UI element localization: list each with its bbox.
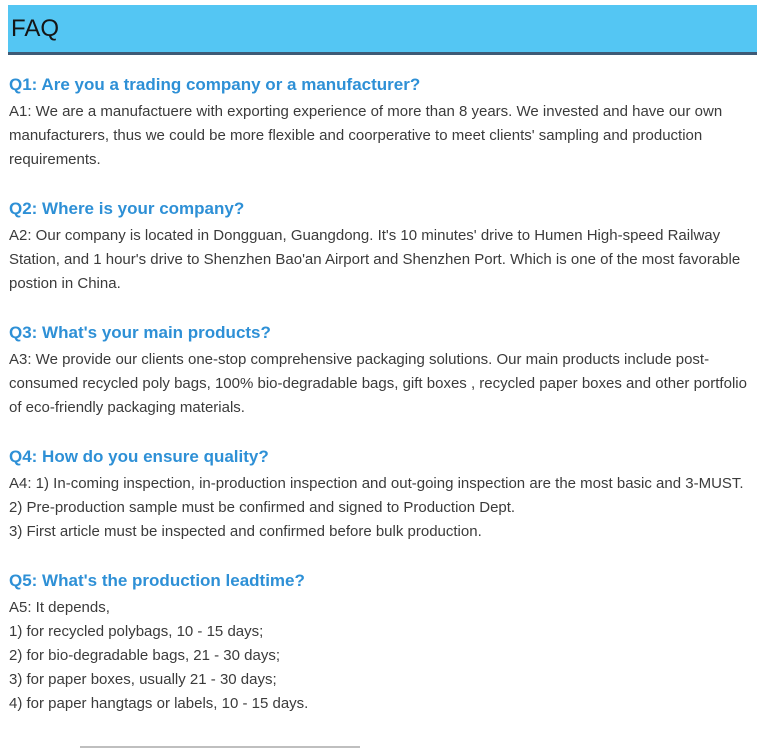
answer-line: A1: We are a manufactuere with exporting experience of more than 8 years. We invested and have our own manufacturers, thus we could be more flexible and coorperative to meet clients' sampling and production requirements. xyxy=(9,103,723,168)
answer-line: 3) for paper boxes, usually 21 - 30 days; xyxy=(9,671,277,688)
faq-item xyxy=(9,323,756,420)
faq-list xyxy=(0,75,765,716)
faq-answer xyxy=(9,100,756,172)
faq-answer xyxy=(9,472,756,544)
answer-line: 2) for bio-degradable bags, 21 - 30 days; xyxy=(9,647,281,664)
faq-question: Q5: What's the production leadtime? xyxy=(9,571,305,590)
faq-answer xyxy=(9,348,756,420)
answer-line: A3: We provide our clients one-stop comprehensive packaging solutions. Our main products include post-consumed recycled poly bags, 100% bio-degradable bags, gift boxes , recycled paper boxes and other portfolio of eco-friendly packaging materials. xyxy=(9,351,747,416)
answer-line: A4: 1) In-coming inspection, in-production inspection and out-going inspection are the most basic and 3-MUST. xyxy=(9,475,744,492)
faq-header-bar xyxy=(8,5,757,55)
answer-line: 3) First article must be inspected and confirmed before bulk production. xyxy=(9,523,482,540)
faq-item xyxy=(9,571,756,716)
faq-question: Q1: Are you a trading company or a manufacturer? xyxy=(9,75,421,94)
answer-line: A2: Our company is located in Dongguan, Guangdong. It's 10 minutes' drive to Humen High-speed Railway Station, and 1 hour's drive to Shenzhen Bao'an Airport and Shenzhen Port. Which is one of the most favorable postion in China. xyxy=(9,227,741,292)
faq-item xyxy=(9,447,756,544)
faq-item xyxy=(9,75,756,172)
answer-line: 2) Pre-production sample must be confirmed and signed to Production Dept. xyxy=(9,499,516,516)
answer-line: 1) for recycled polybags, 10 - 15 days; xyxy=(9,623,264,640)
faq-question: Q2: Where is your company? xyxy=(9,199,245,218)
page-title: FAQ xyxy=(11,14,60,42)
answer-line: 4) for paper hangtags or labels, 10 - 15 days. xyxy=(9,695,309,712)
faq-answer xyxy=(9,224,756,296)
faq-question: Q3: What's your main products? xyxy=(9,323,271,342)
answer-line: A5: It depends, xyxy=(9,599,110,616)
faq-question: Q4: How do you ensure quality? xyxy=(9,447,269,466)
faq-item xyxy=(9,199,756,296)
faq-answer xyxy=(9,596,756,716)
